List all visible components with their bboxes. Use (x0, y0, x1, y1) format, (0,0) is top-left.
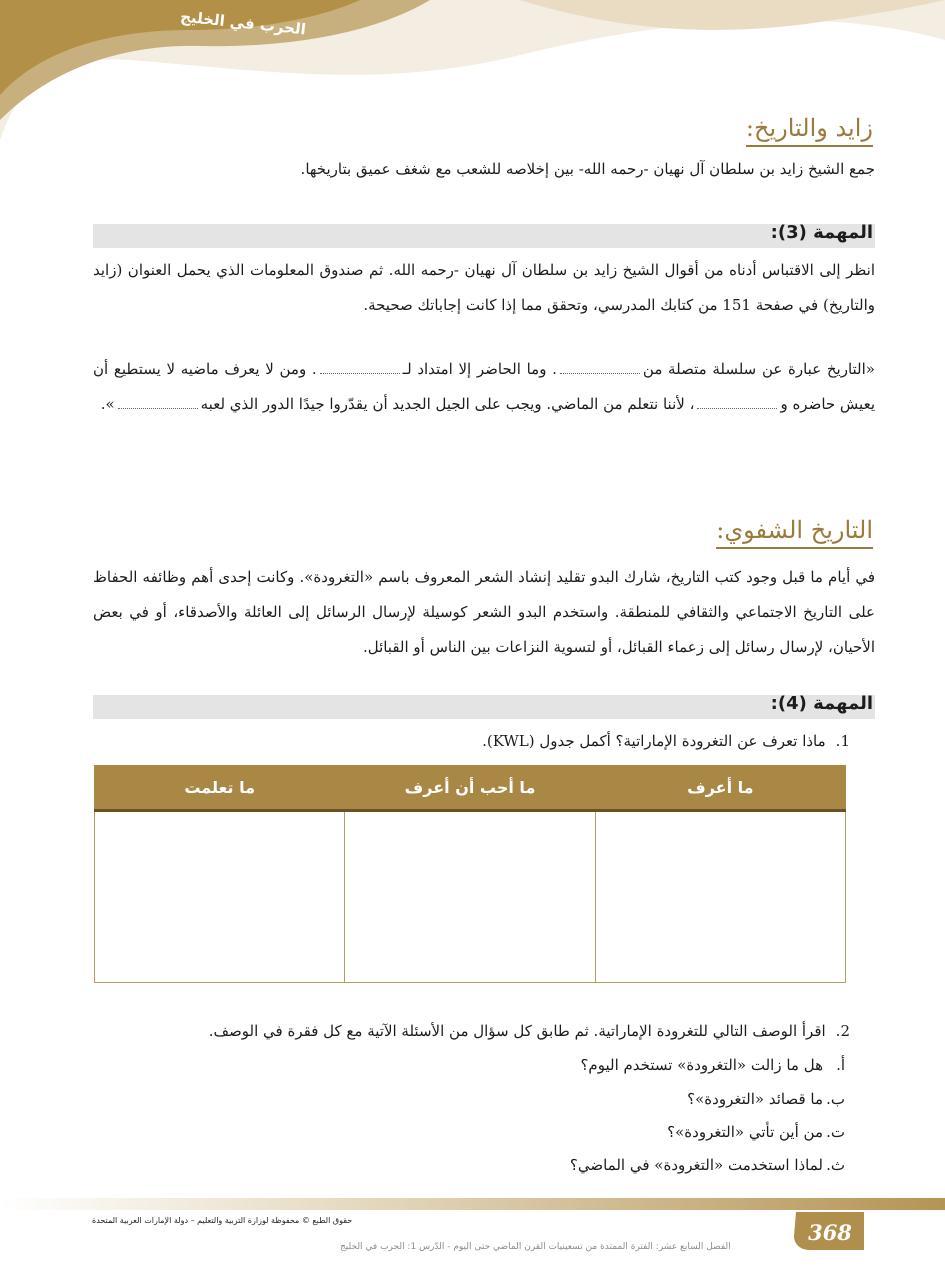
sub-question-a-text: هل ما زالت «التغرودة» تستخدم اليوم؟ (580, 1056, 823, 1074)
quote-part-5: ». (100, 395, 115, 413)
sub-question-d (570, 1156, 845, 1174)
question-2-text: اقرأ الوصف التالي للتغرودة الإماراتية. ثم طابق كل سؤال من الأسئلة الآتية مع كل فقرة في الوصف. (208, 1022, 826, 1040)
kwl-cell-learned[interactable] (95, 811, 345, 983)
kwl-cell-know[interactable] (595, 811, 845, 983)
section1-text: جمع الشيخ زايد بن سلطان آل نهيان -رحمه الله- بين إخلاصه للشعب مع شغف عميق بتاريخها. (300, 160, 875, 178)
sub-question-a-letter: أ. (836, 1056, 845, 1074)
quote-part-1: «التاريخ عبارة عن سلسلة متصلة من (642, 360, 875, 378)
question-2-number: 2. (835, 1022, 850, 1040)
kwl-header-want: ما أحب أن أعرف (345, 765, 595, 811)
sub-question-b-text: ما قصائد «التغرودة»؟ (687, 1090, 823, 1108)
sub-question-c-text: من أين تأتي «التغرودة»؟ (667, 1123, 823, 1141)
question-1 (482, 732, 850, 750)
sub-question-b (687, 1090, 845, 1108)
section-title-zayed-history: زايد والتاريخ: (746, 112, 873, 147)
sub-question-c (667, 1123, 845, 1141)
quote-part-3: . ومن لا يعرف ماضيه لا يستطيع أن يعيش حاضره و (93, 360, 875, 413)
question-2 (209, 1022, 850, 1040)
sub-question-d-text: لماذا استخدمت «التغرودة» في الماضي؟ (569, 1156, 823, 1174)
task4-label: المهمة (4): (770, 693, 873, 714)
quote-part-4: ، لأننا نتعلم من الماضي. ويجب على الجيل الجديد أن يقدّروا جيدًا الدور الذي لعبه (200, 395, 695, 413)
task3-bar (93, 224, 875, 248)
quote-blank-1[interactable] (560, 372, 640, 374)
kwl-header-learned: ما تعلمت (95, 765, 345, 811)
quote-blank-2[interactable] (320, 372, 400, 374)
task4-bar (93, 695, 875, 719)
quote-part-2: . وما الحاضر إلا امتداد لـ (402, 360, 557, 378)
quote-blank-3[interactable] (697, 407, 777, 409)
question-1-text: ماذا تعرف عن التغرودة الإماراتية؟ أكمل جدول (KWL). (482, 732, 826, 750)
chapter-footer: الفصل السابع عشر: الفترة الممتدة من تسعينيات القرن الماضي حتى اليوم - الدّرس 1: الحرب في الخليج (340, 1242, 731, 1252)
kwl-cell-want[interactable] (345, 811, 595, 983)
kwl-table (94, 765, 846, 983)
section-title-oral-history: التاريخ الشفوي: (716, 514, 873, 549)
quote-blank-4[interactable] (118, 407, 198, 409)
task3-label: المهمة (3): (770, 222, 873, 243)
kwl-header-know: ما أعرف (595, 765, 845, 811)
sub-question-d-letter: ث. (826, 1156, 845, 1174)
page-number: 368 (808, 1220, 852, 1245)
sub-question-a (580, 1056, 845, 1074)
task3-instructions: انظر إلى الاقتباس أدناه من أقوال الشيخ زايد بن سلطان آل نهيان -رحمه الله. ثم صندوق المعلومات الذي يحمل العنوان (زايد والتاريخ) في صفحة 151 من كتابك المدرسي، وتحقق مما إذا كانت إجاباتك صحيحة. (93, 261, 875, 314)
unit-tag: الحرب في الخليج (179, 7, 307, 39)
question-1-number: 1. (835, 732, 850, 750)
copyright-notice: حقوق الطبع © محفوظة لوزارة التربية والتعليم – دولة الإمارات العربية المتحدة (92, 1216, 353, 1225)
task3-quote (93, 352, 875, 422)
sub-question-b-letter: ب. (826, 1090, 845, 1108)
sub-question-c-letter: ت. (826, 1123, 845, 1141)
section2-text: في أيام ما قبل وجود كتب التاريخ، شارك البدو تقليد إنشاد الشعر المعروف باسم «التغرودة». وكانت إحدى أهم وظائفه الحفاظ على التاريخ الاجتماعي والثقافي للمنطقة. واستخدم البدو الشعر كوسيلة لإرسال الرسائل إلى العائلة والأصدقاء، أو في بعض الأحيان، لإرسال رسائل إلى زعماء القبائل، أو لتسوية النزاعات بين الناس أو القبائل. (93, 568, 875, 656)
